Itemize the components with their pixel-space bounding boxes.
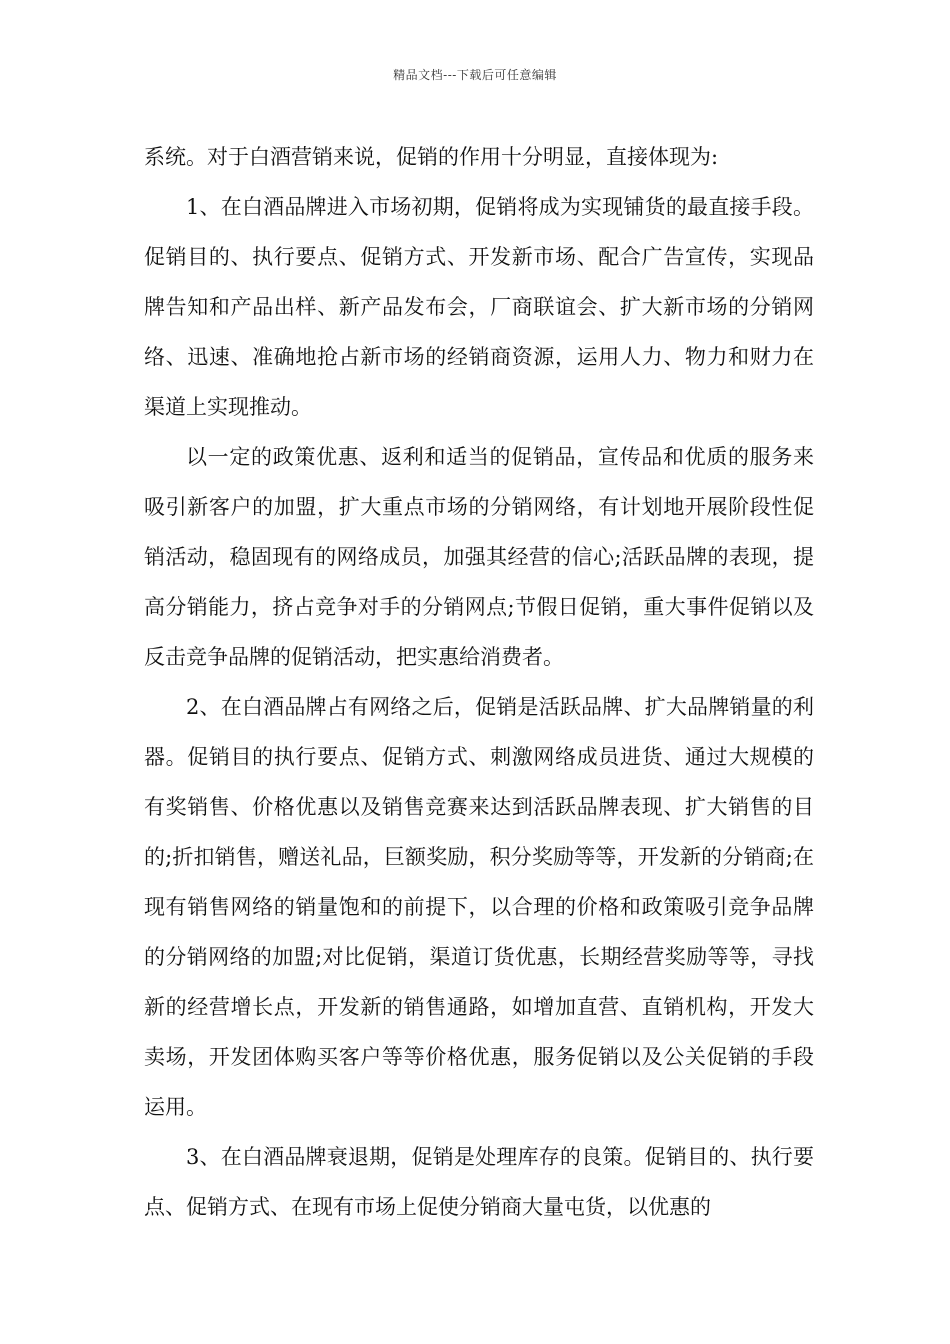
document-body (144, 132, 814, 1232)
paragraph-point-2: 2、在白酒品牌占有网络之后，促销是活跃品牌、扩大品牌销量的利器。促销目的执行要点、促销方式、刺激网络成员进货、通过大规模的有奖销售、价格优惠以及销售竞赛来达到活跃品牌表现、扩大销售的目的;折扣销售，赠送礼品，巨额奖励，积分奖励等等，开发新的分销商;在现有销售网络的销量饱和的前提下，以合理的价格和政策吸引竞争品牌的分销网络的加盟;对比促销，渠道订货优惠，长期经营奖励等等，寻找新的经营增长点，开发新的销售通路，如增加直营、直销机构，开发大卖场，开发团体购买客户等等价格优惠，服务促销以及公关促销的手段运用。 (144, 695, 814, 1119)
paragraph-point-3: 3、在白酒品牌衰退期，促销是处理库存的良策。促销目的、执行要点、促销方式、在现有市场上促使分销商大量屯货，以优惠的 (144, 1145, 814, 1219)
paragraph-continuation: 系统。对于白酒营销来说，促销的作用十分明显，直接体现为: (144, 145, 719, 169)
paragraph-point-1: 1、在白酒品牌进入市场初期，促销将成为实现铺货的最直接手段。促销目的、执行要点、促销方式、开发新市场、配合广告宣传，实现品牌告知和产品出样、新产品发布会，厂商联谊会、扩大新市场的分销网络、迅速、准确地抢占新市场的经销商资源，运用人力、物力和财力在渠道上实现推动。 (144, 195, 814, 419)
page-header: 精品文档---下载后可任意编辑 (393, 68, 557, 82)
paragraph-policy: 以一定的政策优惠、返利和适当的促销品，宣传品和优质的服务来吸引新客户的加盟，扩大重点市场的分销网络，有计划地开展阶段性促销活动，稳固现有的网络成员，加强其经营的信心;活跃品牌的表现，提高分销能力，挤占竞争对手的分销网点;节假日促销，重大事件促销以及反击竞争品牌的促销活动，把实惠给消费者。 (144, 445, 814, 669)
